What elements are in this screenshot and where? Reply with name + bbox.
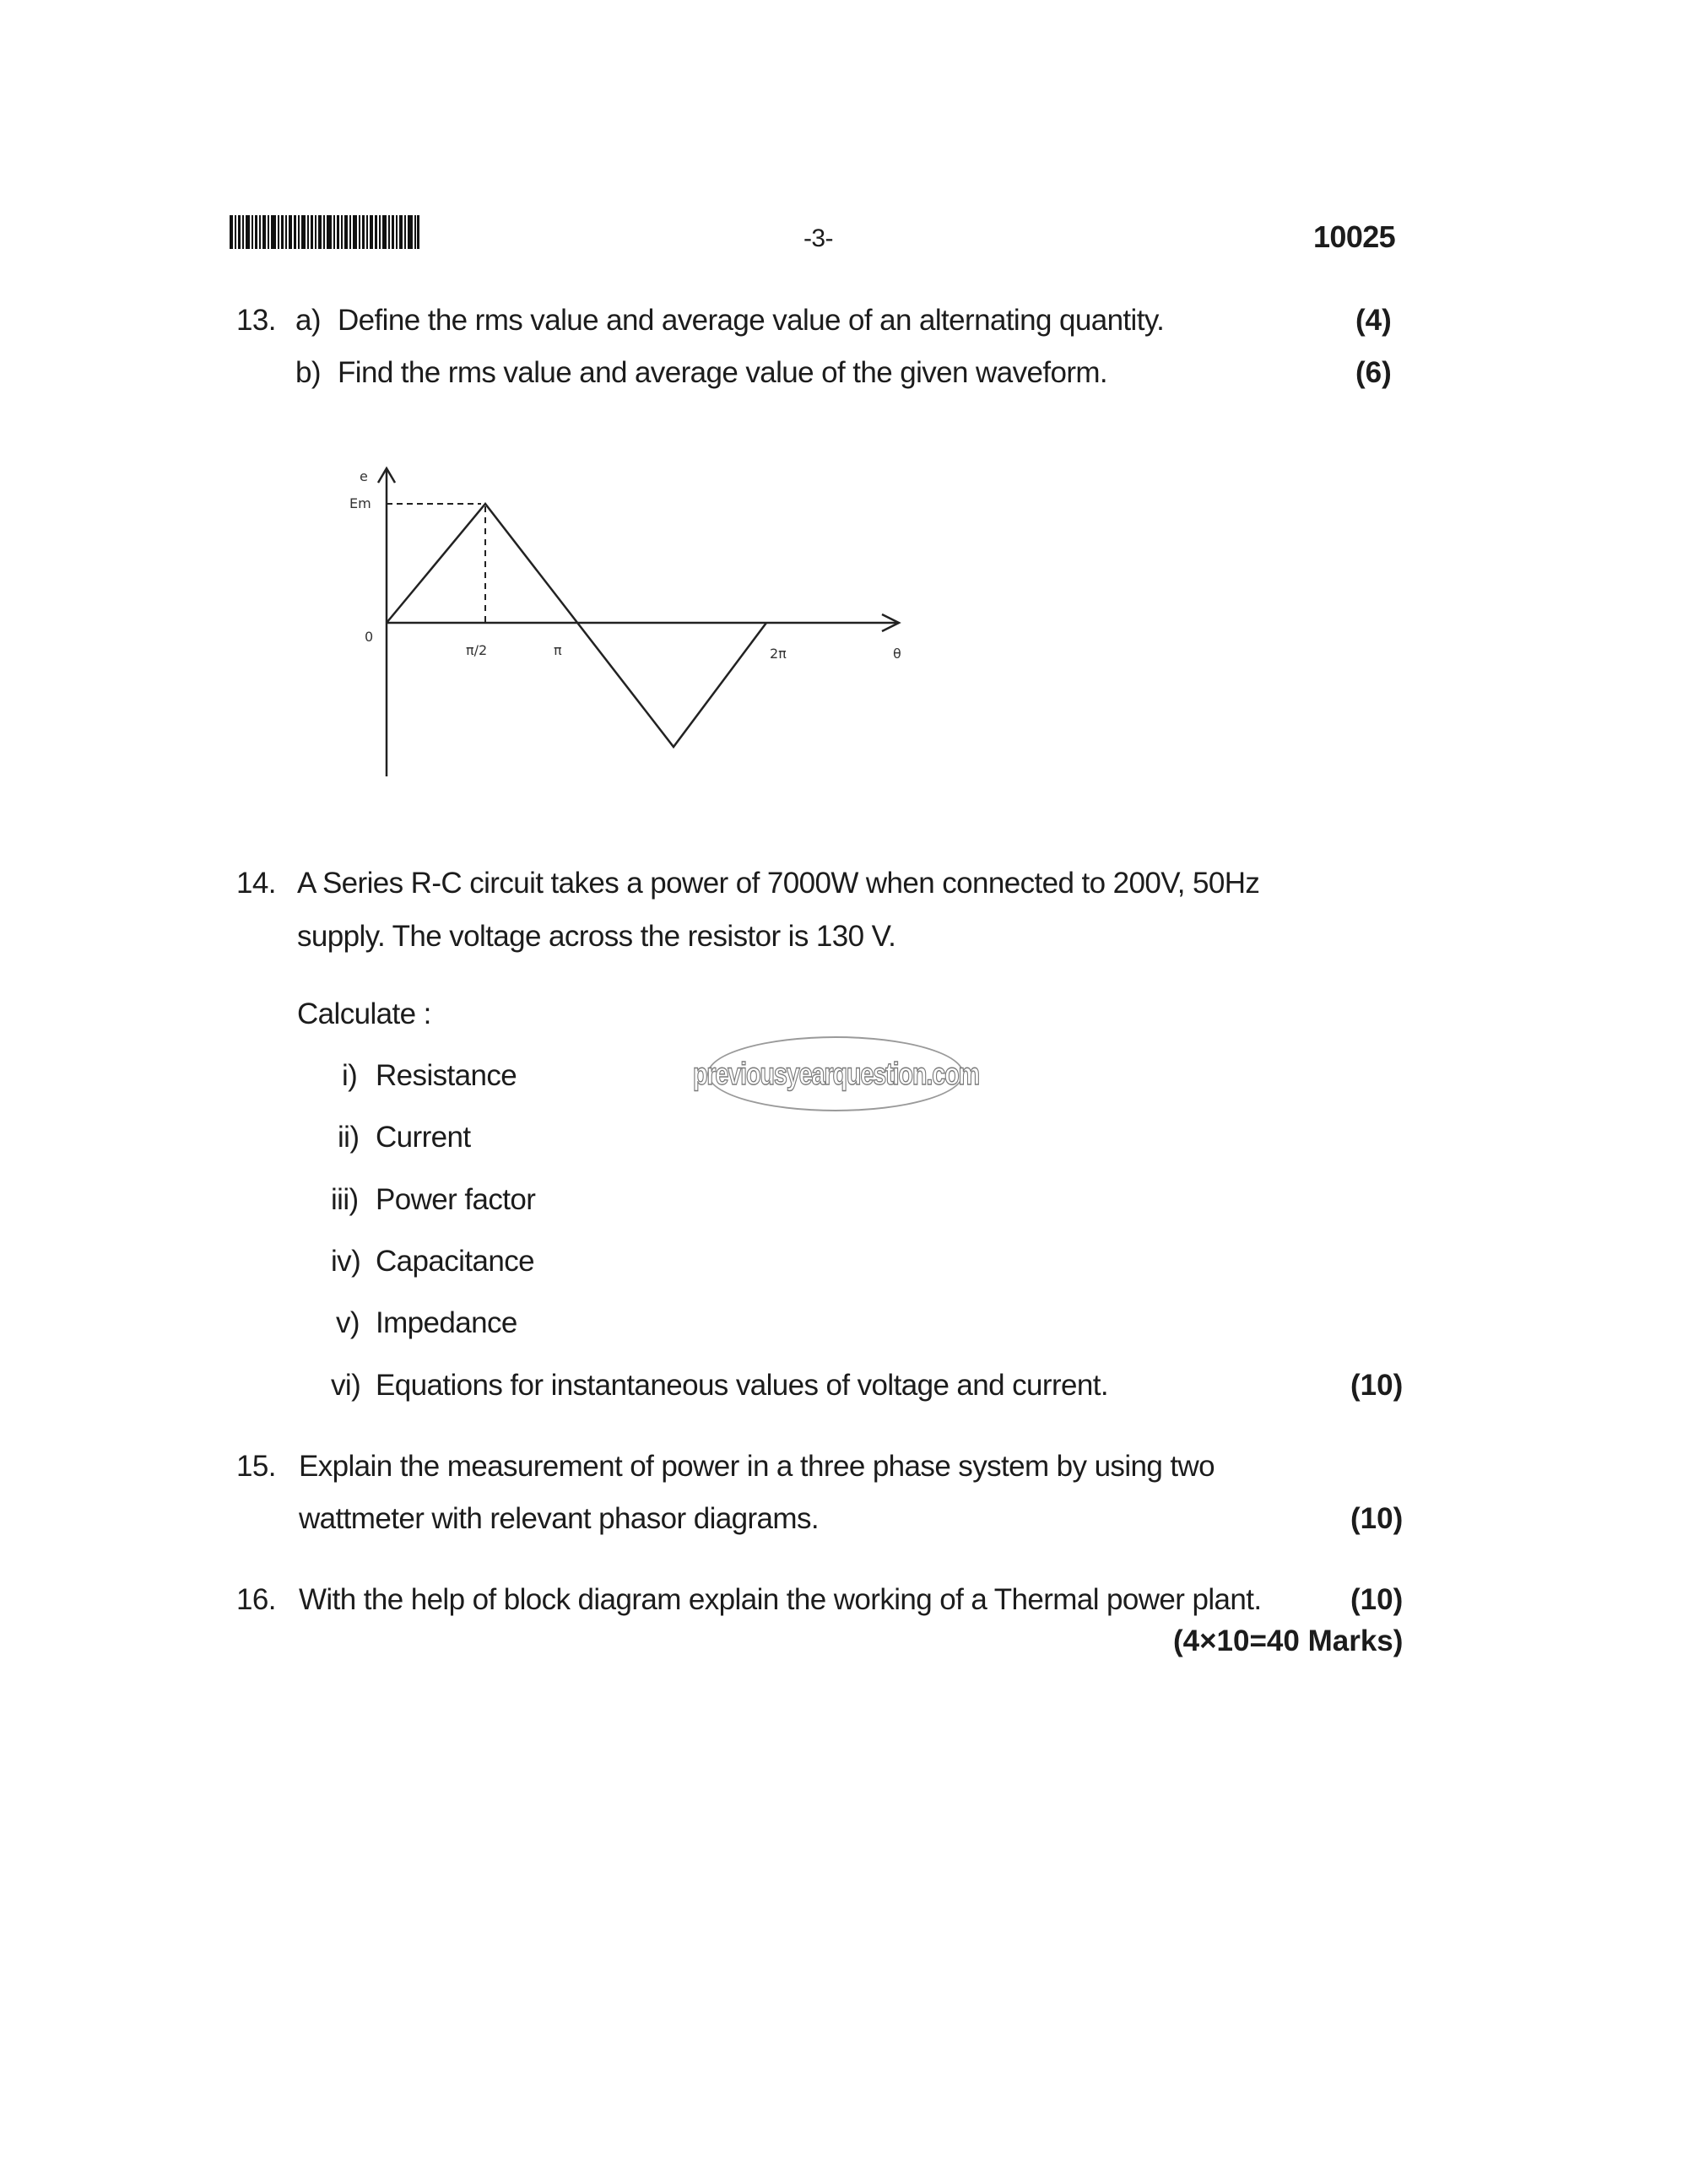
q13a-text: Define the rms value and average value of an alternating quantity. bbox=[338, 304, 1165, 337]
q13a-label: a) bbox=[295, 304, 321, 337]
q14-item-label: vi) bbox=[331, 1369, 361, 1402]
q15-number: 15. bbox=[236, 1450, 276, 1483]
triangular-waveform bbox=[387, 504, 766, 747]
barcode bbox=[230, 215, 419, 249]
q16-marks: (10) bbox=[1350, 1583, 1404, 1616]
watermark-stamp bbox=[692, 1036, 979, 1111]
origin-label: 0 bbox=[365, 629, 374, 645]
q14-item-text: Current bbox=[376, 1121, 471, 1154]
q14-item-label: ii) bbox=[338, 1121, 360, 1154]
paper-code: 10025 bbox=[1313, 219, 1396, 254]
q14-marks: (10) bbox=[1350, 1369, 1404, 1402]
q14-item-text: Capacitance bbox=[376, 1245, 534, 1278]
x-axis-label: θ bbox=[893, 646, 901, 662]
watermark-text: previousyearquestion.com bbox=[692, 1056, 979, 1091]
q13b-marks: (6) bbox=[1355, 356, 1392, 389]
q13-number: 13. bbox=[236, 304, 276, 337]
q14-number: 14. bbox=[236, 867, 276, 900]
page-number: -3- bbox=[803, 224, 833, 252]
q14-item-label: v) bbox=[336, 1306, 360, 1339]
q14-item-text: Impedance bbox=[376, 1306, 517, 1339]
tick-label-pi-2: π/2 bbox=[466, 642, 488, 658]
q14-item-text: Equations for instantaneous values of voltage and current. bbox=[376, 1369, 1109, 1402]
tick-label-2pi: 2π bbox=[770, 646, 787, 662]
y-axis-label: e bbox=[360, 468, 368, 484]
q13b-label: b) bbox=[295, 356, 321, 389]
q16-number: 16. bbox=[236, 1583, 276, 1616]
waveform-diagram bbox=[329, 456, 920, 793]
total-marks: (4×10=40 Marks) bbox=[1173, 1624, 1404, 1657]
q15-marks: (10) bbox=[1350, 1502, 1404, 1535]
q13b-text: Find the rms value and average value of the given waveform. bbox=[338, 356, 1108, 389]
q14-line2: supply. The voltage across the resistor is 130 V. bbox=[297, 920, 896, 953]
q14-item-label: iv) bbox=[331, 1245, 361, 1278]
peak-label: Em bbox=[349, 495, 371, 511]
q14-line1: A Series R-C circuit takes a power of 7000W when connected to 200V, 50Hz bbox=[297, 867, 1260, 900]
q14-item-label: i) bbox=[342, 1059, 358, 1092]
q14-item-text: Resistance bbox=[376, 1059, 517, 1092]
tick-label-pi: π bbox=[554, 642, 562, 658]
q14-item-label: iii) bbox=[331, 1183, 359, 1216]
q15-line1: Explain the measurement of power in a three phase system by using two bbox=[299, 1450, 1215, 1483]
q16-text: With the help of block diagram explain the working of a Thermal power plant. bbox=[299, 1583, 1262, 1616]
q13a-marks: (4) bbox=[1355, 304, 1392, 337]
q14-item-text: Power factor bbox=[376, 1183, 536, 1216]
q15-line2: wattmeter with relevant phasor diagrams. bbox=[299, 1502, 819, 1535]
q14-calculate: Calculate : bbox=[297, 997, 431, 1030]
